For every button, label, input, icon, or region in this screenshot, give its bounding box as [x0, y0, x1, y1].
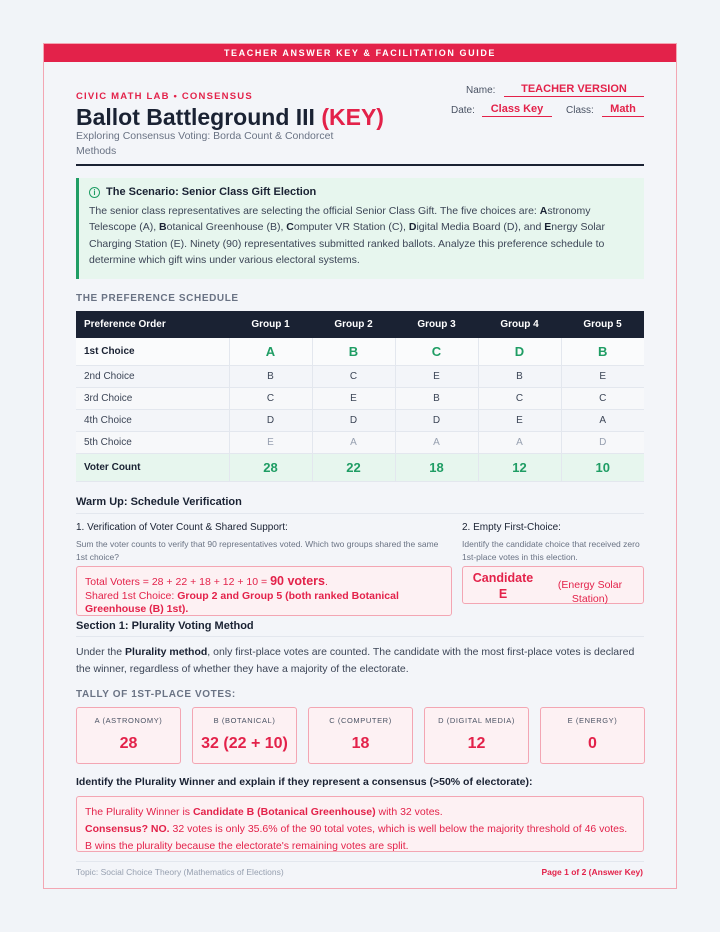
- name-field[interactable]: TEACHER VERSION: [504, 83, 644, 97]
- voter-count: 10: [561, 453, 644, 481]
- table-cell: E: [229, 431, 312, 453]
- subtitle: Exploring Consensus Voting: Borda Count & Condorcet Methods: [76, 130, 334, 157]
- table-header: Group 5: [561, 311, 644, 338]
- scenario-text: The senior class representatives are selecting the official Senior Class Gift. The five choices are: Astronomy Telescope (A), Botanical Greenhouse (B), Computer VR Station (C), Digital Media Board (D), and Energy Solar Charging Station (E). Ninety (90) representatives submitted ranked ballots. Analyze this preference schedule to determine which gift wins under various electoral systems.: [89, 205, 605, 266]
- table-cell: B: [395, 387, 478, 409]
- table-cell: E: [395, 365, 478, 387]
- scenario-title: The Scenario: Senior Class Gift Election: [106, 186, 317, 198]
- table-cell: B: [312, 338, 395, 365]
- table-cell: A: [312, 431, 395, 453]
- divider: [76, 636, 644, 637]
- q2-answer[interactable]: Candidate E (Energy Solar Station): [462, 566, 644, 604]
- table-cell: D: [229, 409, 312, 431]
- row-label: 2nd Choice: [76, 365, 229, 387]
- table-cell: B: [478, 365, 561, 387]
- q1-answer[interactable]: Total Voters = 28 + 22 + 18 + 12 + 10 = 90 voters. Shared 1st Choice: Group 2 and Group 5 (both ranked Botanical Greenhouse (B) 1st).: [76, 566, 452, 616]
- scenario-box: [76, 178, 644, 279]
- table-header: Group 4: [478, 311, 561, 338]
- row-label: 4th Choice: [76, 409, 229, 431]
- q2-hint: Identify the candidate choice that received zero 1st-place votes in this election.: [462, 539, 640, 562]
- table-row: [76, 431, 644, 453]
- table-cell: C: [395, 338, 478, 365]
- date-field[interactable]: Class Key: [482, 103, 552, 117]
- table-cell: B: [561, 338, 644, 365]
- table-cell: A: [229, 338, 312, 365]
- header-divider: [76, 164, 644, 166]
- table-cell: D: [561, 431, 644, 453]
- plurality-question: Identify the Plurality Winner and explain if they represent a consensus (>50% of electorate):: [76, 776, 533, 788]
- divider: [76, 513, 644, 514]
- preference-table: [76, 311, 644, 482]
- tally-box-b: B (BOTANICAL) 32 (22 + 10): [192, 707, 297, 764]
- table-row: [76, 409, 644, 431]
- voter-count: 22: [312, 453, 395, 481]
- schedule-caption: THE PREFERENCE SCHEDULE: [76, 293, 239, 304]
- table-cell: C: [229, 387, 312, 409]
- table-cell: C: [478, 387, 561, 409]
- table-header: Group 1: [229, 311, 312, 338]
- table-cell: C: [312, 365, 395, 387]
- section1-intro: Under the Plurality method, only first-place votes are counted. The candidate with the most first-place votes is declared the winner, regardless of whether they have a majority of the electorate.: [76, 646, 635, 675]
- table-cell: D: [312, 409, 395, 431]
- date-label: Date:: [451, 105, 475, 116]
- tally-box-a: A (ASTRONOMY) 28: [76, 707, 181, 764]
- table-cell: D: [395, 409, 478, 431]
- footer-topic: Topic: Social Choice Theory (Mathematics of Elections): [76, 867, 284, 877]
- table-cell: A: [561, 409, 644, 431]
- tally-box-d: D (DIGITAL MEDIA) 12: [424, 707, 529, 764]
- class-label: Class:: [566, 105, 594, 116]
- voter-count: 12: [478, 453, 561, 481]
- table-cell: B: [229, 365, 312, 387]
- row-label: Voter Count: [76, 453, 229, 481]
- name-label: Name:: [466, 85, 496, 96]
- table-row: [76, 387, 644, 409]
- tally-box-c: C (COMPUTER) 18: [308, 707, 413, 764]
- worksheet-page: [43, 43, 677, 889]
- plurality-answer[interactable]: The Plurality Winner is Candidate B (Botanical Greenhouse) with 32 votes. Consensus? NO. 32 votes is only 35.6% of the 90 total votes, which is well below the majority threshold of 46 votes. B wins the plurality because the electorate's remaining votes are split.: [76, 796, 644, 852]
- footer-divider: [76, 861, 644, 862]
- q1-title: 1. Verification of Voter Count & Shared Support:: [76, 522, 288, 533]
- table-row: [76, 365, 644, 387]
- voter-count: 18: [395, 453, 478, 481]
- table-header: Preference Order: [76, 311, 229, 338]
- tally-caption: TALLY OF 1ST-PLACE VOTES:: [76, 689, 236, 700]
- table-cell: A: [395, 431, 478, 453]
- table-row: [76, 338, 644, 365]
- info-icon: i: [89, 187, 100, 198]
- voter-count-row: [76, 453, 644, 481]
- q1-hint: Sum the voter counts to verify that 90 representatives voted. Which two groups shared the same 1st choice?: [76, 539, 439, 562]
- warmup-heading: Warm Up: Schedule Verification: [76, 496, 242, 508]
- row-label: 5th Choice: [76, 431, 229, 453]
- class-field[interactable]: Math: [602, 103, 644, 117]
- q2-title: 2. Empty First-Choice:: [462, 522, 561, 533]
- row-label: 3rd Choice: [76, 387, 229, 409]
- table-header: Group 3: [395, 311, 478, 338]
- table-cell: E: [312, 387, 395, 409]
- footer-page: Page 1 of 2 (Answer Key): [541, 867, 643, 877]
- section1-heading: Section 1: Plurality Voting Method: [76, 620, 254, 632]
- table-cell: E: [561, 365, 644, 387]
- table-header: Group 2: [312, 311, 395, 338]
- table-cell: D: [478, 338, 561, 365]
- row-label: 1st Choice: [76, 338, 229, 365]
- kicker: CIVIC MATH LAB • CONSENSUS: [76, 91, 253, 102]
- voter-count: 28: [229, 453, 312, 481]
- title-main: Ballot Battleground III: [76, 104, 315, 130]
- banner: TEACHER ANSWER KEY & FACILITATION GUIDE: [44, 44, 676, 62]
- table-cell: C: [561, 387, 644, 409]
- tally-box-e: E (ENERGY) 0: [540, 707, 645, 764]
- page-title: [76, 104, 384, 131]
- title-key: (KEY): [321, 104, 384, 130]
- table-cell: E: [478, 409, 561, 431]
- table-cell: A: [478, 431, 561, 453]
